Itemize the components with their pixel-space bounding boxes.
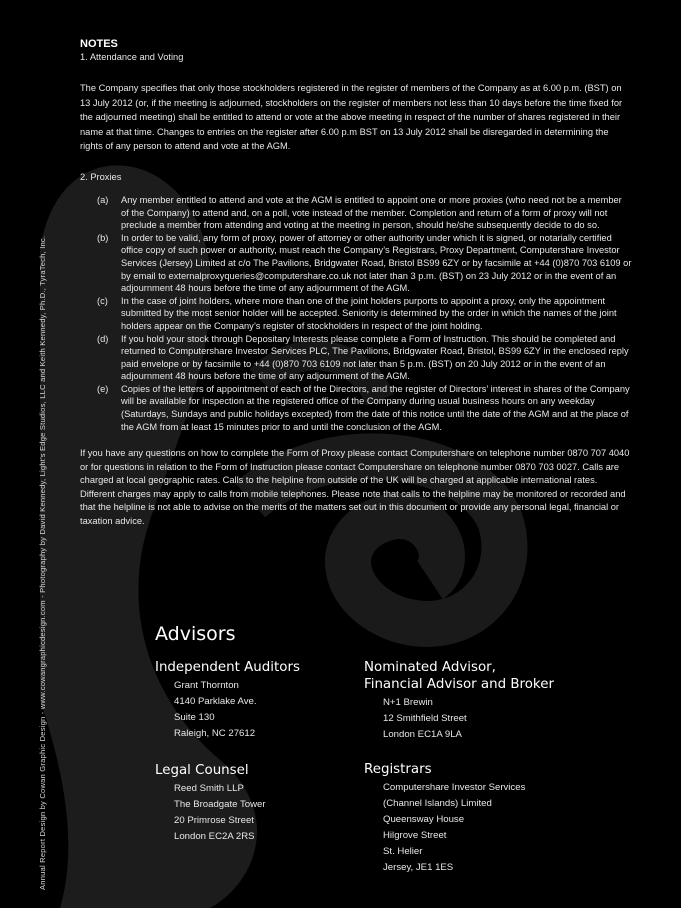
list-item-label: (c): [97, 295, 108, 306]
advisors-title: Advisors: [155, 623, 236, 645]
attendance-paragraph: The Company specifies that only those stockholders registered in the register of members of the Company as at 6.00 p.m. (BST) on 13 July 2012 (or, if the meeting is adjourned, stockholders on the register of members not less than 10 days before the time fixed for the adjourned meeting) shall be entitled to attend or vote at the above meeting in respect of the number of shares registered in their name at that time. Changes to entries on the register after 6.00 p.m BST on 13 July 2012 shall be disregarded in determining the rights of any person to attend and vote at the AGM.: [80, 83, 623, 152]
list-item: [80, 295, 632, 333]
address-line: St. Helier: [383, 846, 423, 857]
address-line: Reed Smith LLP: [174, 783, 244, 794]
proxies-list: [80, 194, 632, 433]
list-item: [80, 194, 632, 232]
nominated-heading-line2: Financial Advisor and Broker: [364, 677, 554, 692]
registrars-heading: Registrars: [364, 762, 432, 777]
address-line: London EC2A 2RS: [174, 831, 255, 842]
list-item-label: (d): [97, 333, 109, 344]
contact-paragraph: If you have any questions on how to complete the Form of Proxy please contact Computershare on telephone number 0870 707 4040 or for questions in relation to the Form of Instruction please contact Computershare on telephone number 0870 703 0027. Calls are charged at local geographic rates. Calls to the helpline from outside of the UK will be charged at applicable international rates. Different charges may apply to calls from mobile telephones. Please note that calls to the helpline may be monitored or recorded and that the helpline is not able to advise on the merits of the matters set out in this document or provide any personal legal, financial or taxation advice.: [80, 448, 630, 526]
list-item-label: (b): [97, 232, 109, 243]
auditors-heading: Independent Auditors: [155, 660, 300, 675]
address-line: Queensway House: [383, 814, 465, 825]
address-line: Jersey, JE1 1ES: [383, 862, 454, 873]
nominated-address: [383, 695, 574, 743]
advisors-right-column: [364, 659, 574, 876]
list-item-text: In order to be valid, any form of proxy, power of attorney or other authority under which it is signed, or notarially certified office copy of such power or authority, must reach the Company’s Registrars, Proxy Department, Computershare Investor Services (Jersey) Limited at c/o The Pavilions, Bridgwater Road, Bristol BS99 6ZY or by facsimile at +44 (0)870 703 6109 or by email to externalproxyqueries@computershare.co.uk not later than 3 p.m. (BST) on 23 July 2012 or in the event of an adjournment 48 hours before the time of any adjournment of the AGM.: [121, 232, 632, 294]
proxies-heading: 2. Proxies: [80, 171, 122, 182]
list-item-text: In the case of joint holders, where more than one of the joint holders purports to appoint a proxy, only the appointment submitted by the most senior holder will be accepted. Seniority is determined by the order in which the names of the joint holders appear on the Company’s register of stockholders in respect of the joint holding.: [121, 295, 617, 331]
legal-address: [174, 781, 365, 845]
list-item-text: Any member entitled to attend and vote at the AGM is entitled to appoint one or more proxies (who need not be a member of the Company) to attend and, on a poll, vote instead of the member. Completion and return of a form of proxy will not preclude a member from attending and voting at the meeting in person, should he/she subsequently decide to do so.: [121, 194, 622, 231]
list-item-label: (a): [97, 194, 109, 205]
registrars-address: [383, 780, 574, 876]
address-line: Hilgrove Street: [383, 830, 447, 841]
address-line: The Broadgate Tower: [174, 799, 266, 810]
address-line: Raleigh, NC 27612: [174, 728, 256, 739]
list-item: [80, 333, 632, 383]
address-line: 20 Primrose Street: [174, 815, 254, 826]
address-line: N+1 Brewin: [383, 697, 433, 708]
list-item: [80, 232, 632, 295]
notes-section: [80, 38, 632, 528]
legal-heading: Legal Counsel: [155, 763, 249, 778]
address-line: (Channel Islands) Limited: [383, 798, 492, 809]
address-line: Grant Thornton: [174, 680, 239, 691]
address-line: London EC1A 9LA: [383, 729, 462, 740]
attendance-heading: 1. Attendance and Voting: [80, 52, 184, 62]
photo-credit-vertical: Annual Report Design by Cowan Graphic Design - www.cowangraphicdesign.com - Photography by David Kennedy, Light's Edge Studios, LLC and Keith Kennedy, Ph.D., TyraTech, Inc.: [38, 235, 47, 890]
advisors-section: [155, 623, 615, 873]
nominated-heading: [364, 659, 574, 693]
address-line: Suite 130: [174, 712, 215, 723]
address-line: 4140 Parklake Ave.: [174, 696, 257, 707]
list-item-text: If you hold your stock through Depositary Interests please complete a Form of Instruction. This should be completed and returned to Computershare Investor Services PLC, The Pavilions, Bridgwater Road, Bristol, BS99 6ZY in the enclosed reply paid envelope or by facsimile to +44 (0)870 703 6109 not later than 5 p.m. (BST) on 20 July 2012 or in the event of an adjournment 48 hours before the time of any adjournment of the AGM.: [121, 333, 629, 382]
auditors-address: [174, 678, 365, 742]
list-item-text: Copies of the letters of appointment of each of the Directors, and the register of Directors’ interest in shares of the Company will be available for inspection at the registered office of the Company during usual business hours on any weekday (Saturdays, Sundays and public holidays excepted) from the date of this notice until the date of the AGM and at the place of the AGM from at least 15 minutes prior to and until the conclusion of the AGM.: [121, 383, 630, 432]
list-item: [80, 383, 632, 433]
nominated-heading-line1: Nominated Advisor,: [364, 660, 496, 675]
advisors-left-column: [155, 659, 365, 845]
list-item-label: (e): [97, 383, 109, 394]
address-line: 12 Smithfield Street: [383, 713, 467, 724]
notes-title: NOTES: [80, 38, 118, 50]
address-line: Computershare Investor Services: [383, 782, 526, 793]
